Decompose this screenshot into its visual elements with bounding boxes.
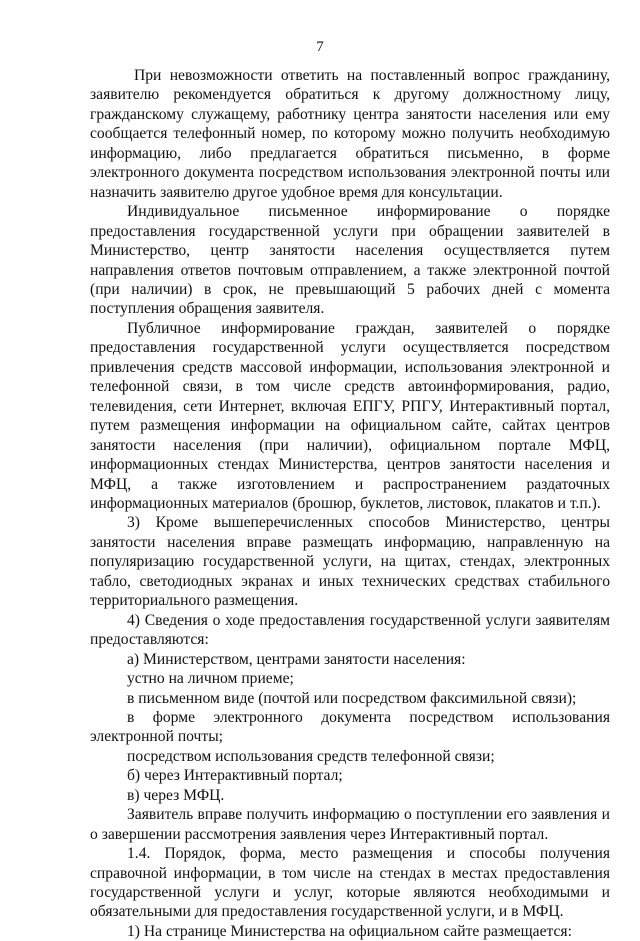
list-item-phone: посредством использования средств телефонной связи;	[127, 747, 495, 765]
list-item-oral: устно на личном приеме;	[127, 670, 294, 688]
section-heading-1-4: 1.4. Порядок, форма, место размещения и способы получения справочной информации, в том числе на стендах в местах предоставления государственной услуги и услуг, которые являются необходимыми и обязательными для предоставления государственной услуги, и в МФЦ.	[90, 845, 610, 921]
paragraph-item-4: 4) Сведения о ходе предоставления государственной услуги заявителям предоставляются:	[90, 611, 610, 649]
document-body	[90, 66, 610, 941]
paragraph-applicant-right: Заявитель вправе получить информацию о поступлении его заявления и о завершении рассмотрения заявления через Интерактивный портал.	[90, 806, 610, 843]
paragraph-individual-written-info: Индивидуальное письменное информирование о порядке предоставления государственной услуги при обращении заявителей в Министерство, центр занятости населения осуществляется путем направления ответов почтовым отправлением, а также электронной почтой (при наличии) в срок, не превышающий 5 рабочих дней с момента поступления обращения заявителя.	[90, 203, 610, 318]
page-number: 7	[316, 39, 324, 55]
list-item-written: в письменном виде (почтой или посредством факсимильной связи);	[127, 689, 577, 707]
list-item-c: в) через МФЦ.	[127, 786, 225, 804]
paragraph-consultation-redirect: При невозможности ответить на поставленный вопрос гражданину, заявителю рекомендуется обратиться к другому должностному лицу, гражданскому служащему, работнику центра занятости населения или ему сообщается телефонный номер, по которому можно получить необходимую информацию, либо предлагается обратиться письменно, в форме электронного документа посредством использования электронной почты или назначить заявителю другое удобное время для консультации.	[90, 67, 610, 201]
paragraph-item-3: 3) Кроме вышеперечисленных способов Министерство, центры занятости населения вправе размещать информацию, направленную на популяризацию государственной услуги, на щитах, стендах, электронных табло, светодиодных экранах и иных технических средствах стабильного территориального размещения.	[90, 514, 610, 610]
list-item-b: б) через Интерактивный портал;	[127, 767, 343, 785]
paragraph-item-1: 1) На странице Министерства на официальном сайте размещается:	[127, 922, 572, 940]
paragraph-public-info: Публичное информирование граждан, заявителей о порядке предоставления государственной услуги осуществляется посредством привлечения средств массовой информации, использования электронной и телефонной связи, в том числе средств автоинформирования, радио, телевидения, сети Интернет, включая ЕПГУ, РПГУ, Интерактивный портал, путем размещения информации на официальном сайте, сайтах центров занятости населения (при наличии), официальном портале МФЦ, информационных стендах Министерства, центров занятости населения и МФЦ, а также изготовлением и распространением раздаточных информационных материалов (брошюр, буклетов, листовок, плакатов и т.п.).	[90, 319, 610, 512]
list-item-electronic: в форме электронного документа посредством использования электронной почты;	[90, 708, 610, 746]
list-item-a: а) Министерством, центрами занятости населения:	[127, 650, 466, 668]
